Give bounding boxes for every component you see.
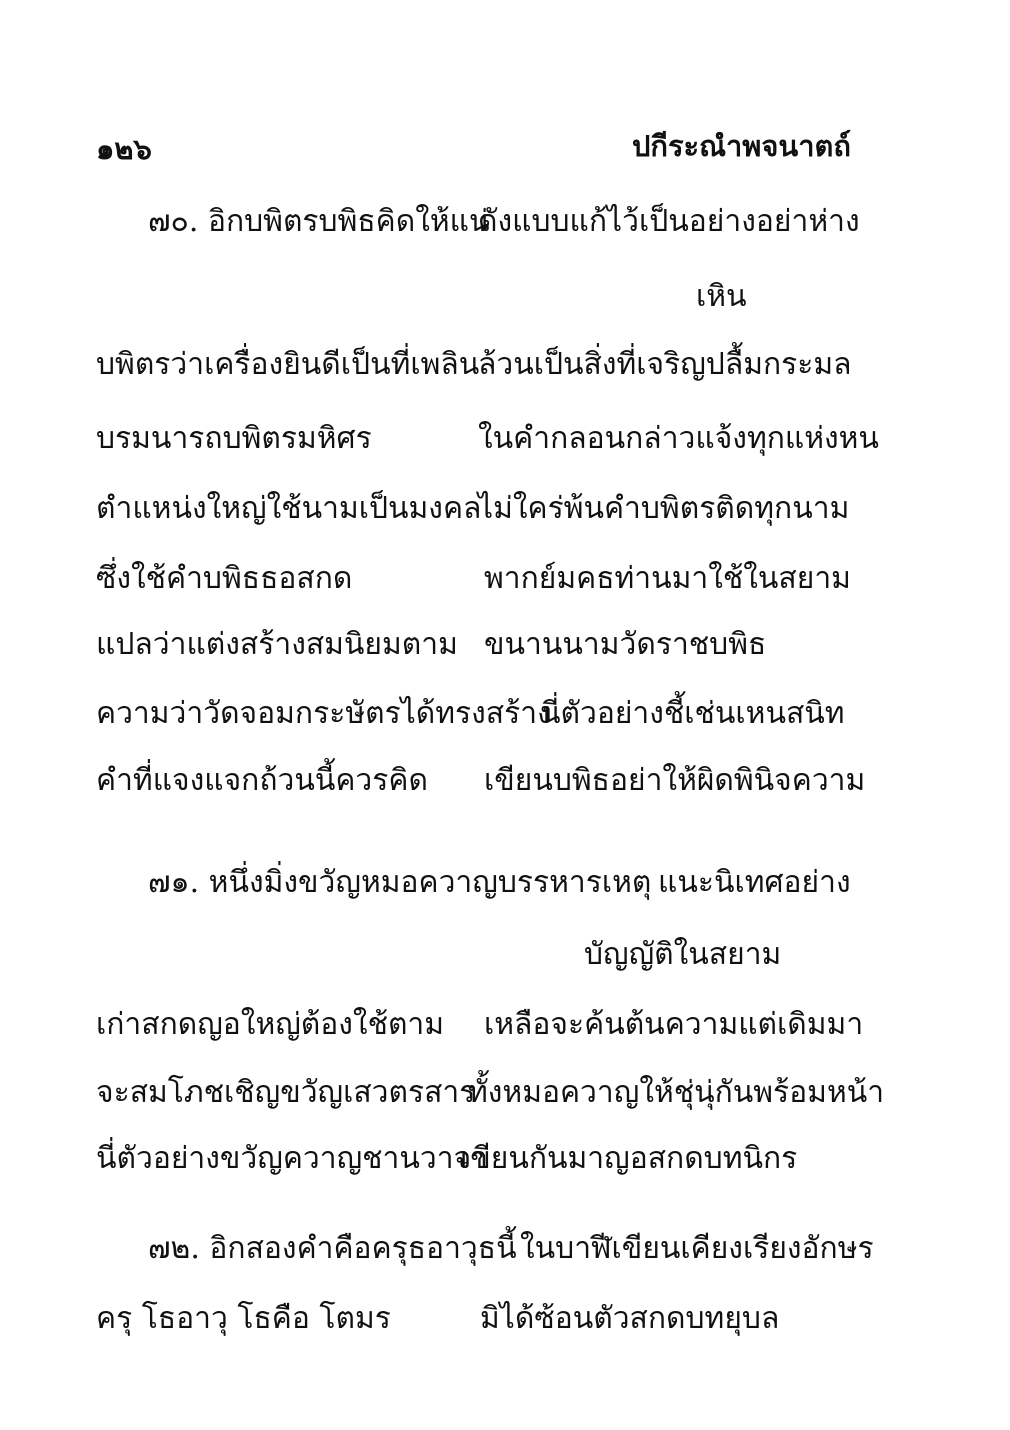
verse-72-line-1-right: ในบาฬีเขียนเคียงเรียงอักษร [520,1231,874,1266]
verse-70-line-2-left: บพิตรว่าเครื่องยินดีเป็นที่เพลิน [96,347,480,382]
verse-70-line-1-right: ดังแบบแก้ไว้เป็นอย่างอย่าห่าง [478,204,860,239]
verse-72-line-2-right: มิได้ซ้อนตัวสกดบทยุบล [480,1301,780,1336]
verse-71-line-4-right: เขียนกันมาญอสกดบทนิกร [460,1141,798,1176]
page-number: ๑๒๖ [96,132,152,166]
verse-72-line-1-left: ๗๒. อิกสองคำคือครุธอาวุธนี้ [148,1231,517,1266]
verse-71-line-3-left: จะสมโภชเชิญขวัญเสวตรสาร [96,1075,476,1110]
verse-71-continuation: บัญญัติในสยาม [584,937,782,972]
verse-71-line-1-left: ๗๑. หนึ่งมิ่งขวัญหมอควาญบรรหารเหตุ [148,865,652,900]
verse-70-line-6-right: ขนานนามวัดราชบพิธ [484,627,767,662]
verse-71-line-4-left: นี่ตัวอย่างขวัญควาญชานวาจา [96,1141,488,1176]
verse-70-line-1-left: ๗๐. อิกบพิตรบพิธคิดให้แน่ [148,204,490,239]
verse-70-line-6-left: แปลว่าแต่งสร้างสมนิยมตาม [96,627,458,662]
verse-71-line-3-right: ทั้งหมอควาญให้ชุ่นุ่กันพร้อมหน้า [468,1075,885,1110]
verse-70-line-3-right: ในคำกลอนกล่าวแจ้งทุกแห่งหน [478,421,879,456]
verse-70-line-4-right: ไม่ใคร่พ้นคำบพิตรติดทุกนาม [478,491,850,526]
verse-70-continuation: เหิน [696,279,747,314]
verse-70-line-8-left: คำที่แจงแจกถ้วนนี้ควรคิด [96,763,428,798]
verse-71-line-1-right: แนะนิเทศอย่าง [658,865,851,900]
verse-70-line-8-right: เขียนบพิธอย่าให้ผิดพินิจความ [484,763,866,798]
verse-72-line-2-left: ครุ โธอาวุ โธคือ โตมร [96,1301,391,1336]
verse-70-line-5-right: พากย์มคธท่านมาใช้ในสยาม [484,561,851,596]
verse-70-line-2-right: ล้วนเป็นสิ่งที่เจริญปลื้มกระมล [478,347,852,382]
verse-70-line-4-left: ตำแหน่งใหญ่ใช้นามเป็นมงคล [96,491,482,526]
verse-70-line-7-right: นี่ตัวอย่างชี้เช่นเหนสนิท [540,696,845,731]
running-title: ปกีระณำพจนาตถ์ [632,129,851,163]
verse-71-line-2-left: เก่าสกดญอใหญ่ต้องใช้ตาม [96,1007,445,1042]
verse-70-line-7-left: ความว่าวัดจอมกระษัตรได้ทรงสร้าง [96,696,552,731]
verse-70-line-3-left: บรมนารถบพิตรมหิศร [96,421,372,456]
verse-71-line-2-right: เหลือจะค้นต้นความแต่เดิมมา [484,1007,864,1042]
verse-70-line-5-left: ซึ่งใช้คำบพิธธอสกด [96,561,353,596]
